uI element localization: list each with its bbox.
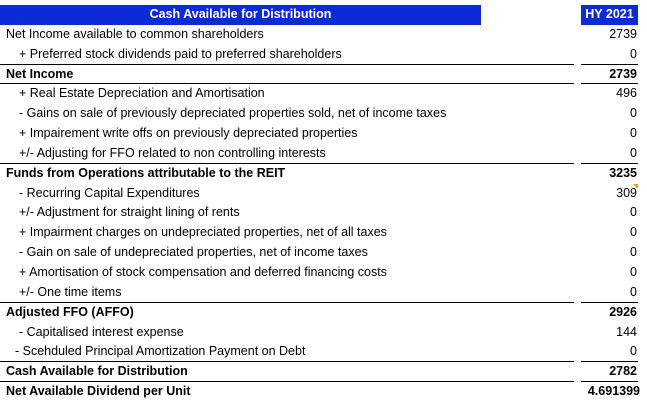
cafd-table xyxy=(0,5,642,402)
row-value: 2739 xyxy=(581,65,638,85)
row-label: Adjusted FFO (AFFO) xyxy=(6,304,134,319)
row-value: 0 xyxy=(630,225,637,240)
row-label: Net Income available to common shareholders xyxy=(6,26,264,41)
table-row xyxy=(0,184,642,204)
cell-comment-indicator-icon[interactable] xyxy=(633,184,638,189)
table-row xyxy=(0,45,642,65)
table-row xyxy=(0,263,642,283)
table-row-subtotal xyxy=(0,164,642,184)
row-value: 0 xyxy=(630,264,637,279)
row-label: - Scehduled Principal Amortization Payment on Debt xyxy=(0,342,574,362)
row-value: 0 xyxy=(581,342,638,362)
row-label: Net Income xyxy=(0,65,574,85)
table-row xyxy=(0,144,642,164)
table-row xyxy=(0,223,642,243)
row-value: 0 xyxy=(581,45,638,65)
table-row-total xyxy=(0,362,642,382)
row-value: 0 xyxy=(581,144,638,164)
row-value: 0 xyxy=(630,205,637,220)
table-row xyxy=(0,84,642,104)
row-label: Net Available Dividend per Unit xyxy=(6,384,191,399)
table-row xyxy=(0,25,642,45)
table-row xyxy=(0,104,642,124)
table-row-dividend xyxy=(0,382,642,402)
row-value: 144 xyxy=(616,324,637,339)
table-row xyxy=(0,342,642,362)
row-value: 0 xyxy=(581,283,638,303)
row-label: - Gain on sale of undepreciated properties, net of income taxes xyxy=(19,245,368,260)
table-row xyxy=(0,124,642,144)
table-row xyxy=(0,243,642,263)
row-value: 0 xyxy=(630,126,637,141)
row-value-text: 309 xyxy=(616,185,637,200)
row-value: 0 xyxy=(630,106,637,121)
row-label: +/- Adjusting for FFO related to non controlling interests xyxy=(0,144,574,164)
row-label: Cash Available for Distribution xyxy=(0,362,574,382)
row-label: + Preferred stock dividends paid to preferred shareholders xyxy=(0,45,574,65)
table-row xyxy=(0,283,642,303)
row-value: 2782 xyxy=(581,362,638,382)
row-label: - Capitalised interest expense xyxy=(19,324,184,339)
row-value: 2926 xyxy=(609,304,637,319)
table-row-subtotal xyxy=(0,303,642,323)
row-label: +/- One time items xyxy=(0,283,574,303)
row-label: + Amortisation of stock compensation and deferred financing costs xyxy=(19,264,387,279)
row-label: +/- Adjustment for straight lining of rents xyxy=(19,205,240,220)
row-label: Funds from Operations attributable to the REIT xyxy=(6,165,286,180)
table-row xyxy=(0,203,642,223)
period-header: HY 2021 xyxy=(581,5,638,25)
row-value: 4.691399 xyxy=(587,384,640,399)
row-value: 0 xyxy=(630,245,637,260)
row-label: + Impairement write offs on previously depreciated properties xyxy=(19,126,358,141)
row-value: 2739 xyxy=(609,26,637,41)
row-label: + Real Estate Depreciation and Amortisation xyxy=(19,86,265,101)
table-header-row xyxy=(0,5,642,25)
table-title: Cash Available for Distribution xyxy=(0,5,481,25)
row-value: 3235 xyxy=(609,165,637,180)
row-value xyxy=(581,184,638,204)
row-label: - Recurring Capital Expenditures xyxy=(19,185,200,200)
table-row xyxy=(0,323,642,343)
row-label: + Impairment charges on undepreciated properties, net of all taxes xyxy=(19,225,387,240)
row-value: 496 xyxy=(616,86,637,101)
row-label: - Gains on sale of previously depreciated properties sold, net of income taxes xyxy=(19,106,447,121)
table-row-subtotal xyxy=(0,65,642,85)
